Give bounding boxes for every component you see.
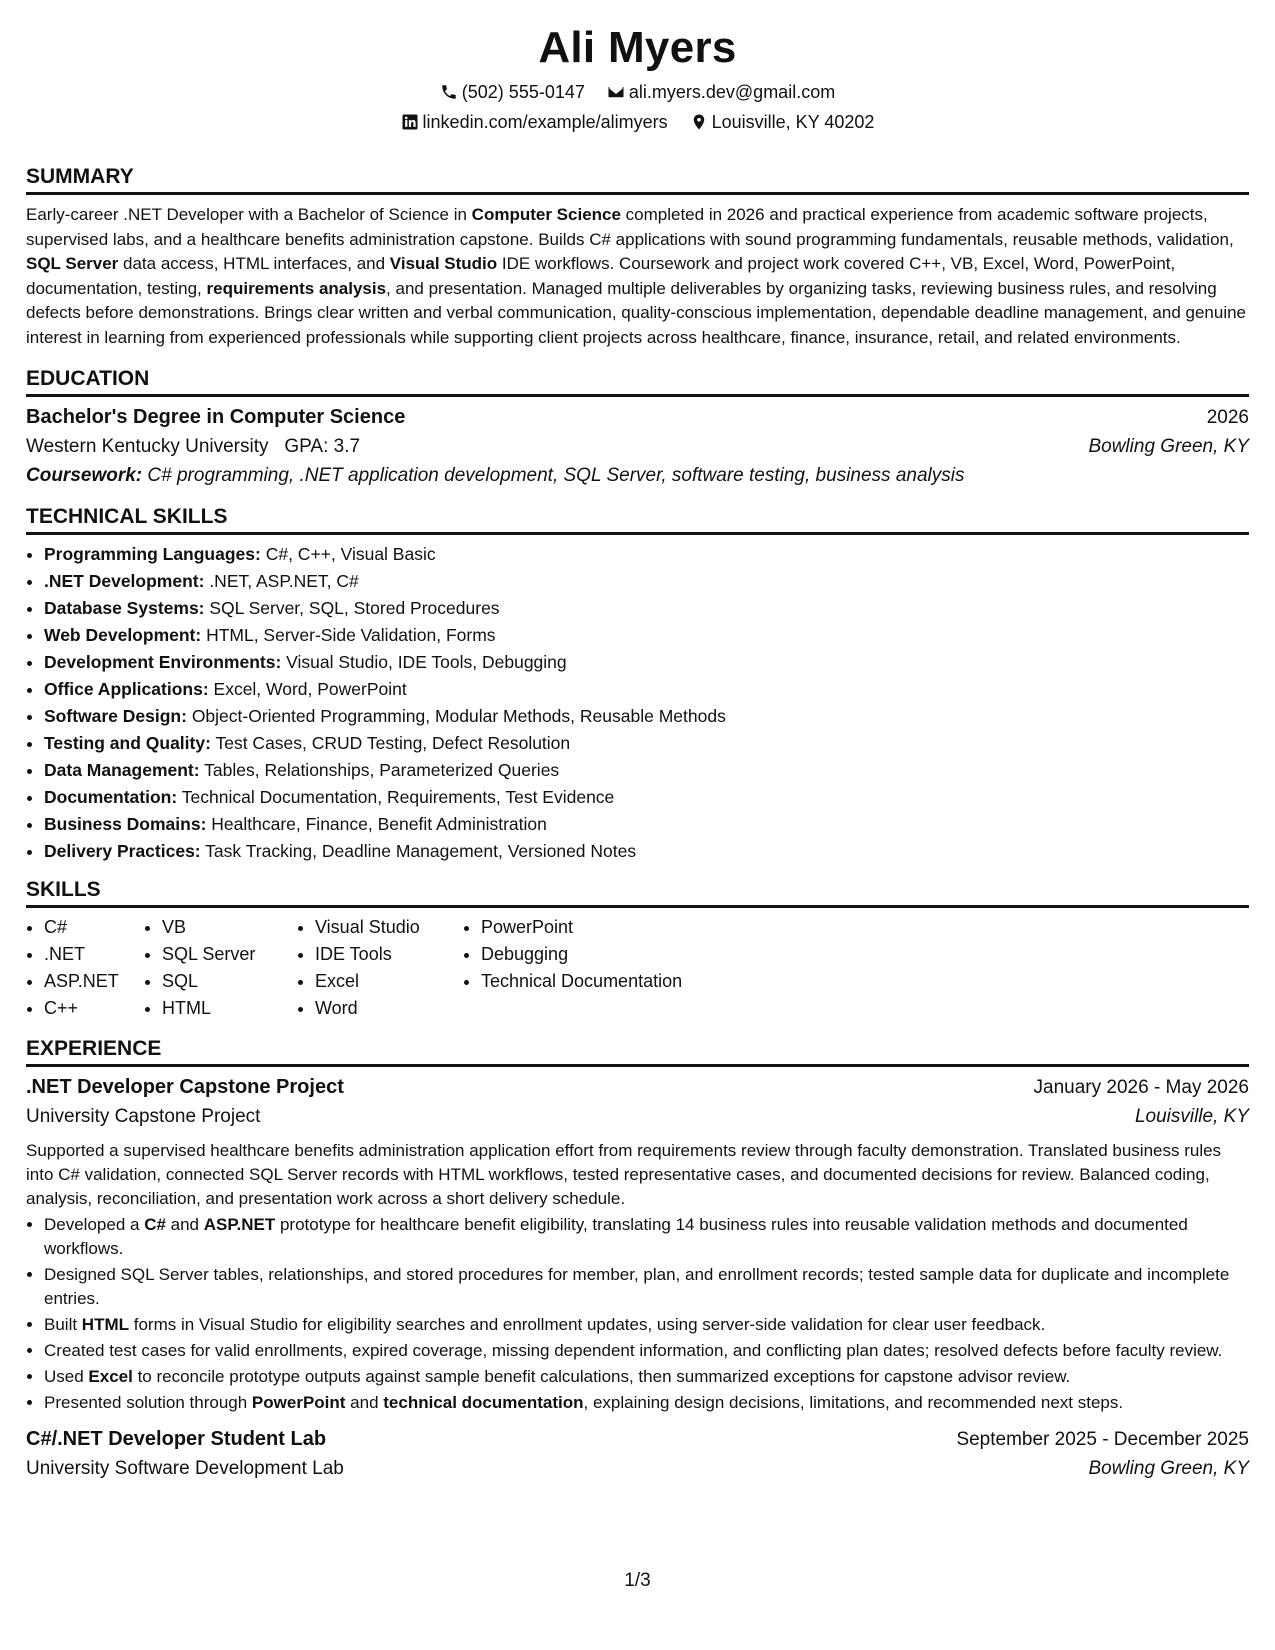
experience-section xyxy=(26,1036,1249,1483)
technical-skill-label: .NET Development: xyxy=(44,571,205,591)
job-bullet xyxy=(44,1339,1249,1363)
technical-skill-value: .NET, ASP.NET, C# xyxy=(204,571,359,591)
job-1-description: Supported a supervised healthcare benefits administration application effort from requirements review through faculty demonstration. Translated business rules into C# validation, connected SQL Server records with HTML workflows, tested representative cases, and documented decisions for review. Balanced coding, analysis, reconciliation, and presentation work across a short delivery schedule. xyxy=(26,1141,1222,1208)
technical-skill-item xyxy=(44,838,1249,865)
skills-column xyxy=(463,914,741,1022)
skill-item: • Excel xyxy=(315,968,463,995)
technical-skill-label: Software Design: xyxy=(44,706,187,726)
job-1-role: .NET Developer Capstone Project xyxy=(26,1076,344,1098)
section-title-skills: SKILLS xyxy=(26,877,1249,908)
technical-skill-label: Delivery Practices: xyxy=(44,841,201,861)
technical-skill-label: Web Development: xyxy=(44,625,202,645)
candidate-name: Ali Myers xyxy=(538,23,737,72)
summary-text-run: Visual Studio xyxy=(389,254,498,273)
job-2-org: University Software Development Lab xyxy=(26,1458,344,1479)
technical-skill-item xyxy=(44,757,1249,784)
coursework-list: C# programming, .NET application development, SQL Server, software testing, business analysis xyxy=(142,465,965,486)
technical-skill-value: C#, C++, Visual Basic xyxy=(260,544,436,564)
job-bullet-text-run: Developed a xyxy=(44,1215,145,1234)
page-number: 1/3 xyxy=(624,1570,651,1591)
job-1-dates: January 2026 - May 2026 xyxy=(1033,1077,1249,1098)
skill-item: • HTML xyxy=(162,995,297,1022)
job-2-role: C#/.NET Developer Student Lab xyxy=(26,1428,327,1450)
job-bullet xyxy=(44,1391,1249,1415)
contact-location xyxy=(690,110,875,134)
degree-title: Bachelor's Degree in Computer Science xyxy=(26,406,406,428)
job-bullet-text-run: Presented solution through xyxy=(44,1393,252,1412)
technical-skill-label: Development Environments: xyxy=(44,652,282,672)
technical-skill-value: Healthcare, Finance, Benefit Administration xyxy=(206,814,547,834)
summary-section xyxy=(26,164,1249,350)
skills-section xyxy=(26,877,1249,1022)
job-2-location: Bowling Green, KY xyxy=(1088,1458,1249,1479)
job-bullet-text-run: forms in Visual Studio for eligibility searches and enrollment updates, using server-side validation for clear user feedback. xyxy=(129,1315,1046,1334)
summary-text-run: requirements analysis xyxy=(206,278,387,298)
skills-column xyxy=(26,914,144,1022)
job-1-header xyxy=(26,1073,1249,1102)
technical-skill-label: Database Systems: xyxy=(44,598,205,618)
technical-skill-item xyxy=(44,676,1249,703)
job-bullet-text-run: Designed SQL Server tables, relationships, and stored procedures for member, plan, and enrollment records; tested sample data for duplicate and incomplete entries. xyxy=(44,1265,1230,1308)
coursework xyxy=(26,461,964,490)
technical-skill-item xyxy=(44,784,1249,811)
summary-text xyxy=(26,203,1249,350)
job-bullet xyxy=(44,1365,1249,1389)
skill-item: • Technical Documentation xyxy=(481,968,741,995)
job-1-bullets xyxy=(26,1213,1249,1415)
phone-icon xyxy=(440,83,458,101)
envelope-icon xyxy=(607,83,625,101)
job-bullet-text-run: and xyxy=(165,1215,204,1234)
summary-text-run: Early-career .NET Developer with a Bachelor of Science in xyxy=(26,205,472,224)
resume-page xyxy=(26,22,1249,1483)
summary-text-run: IDE workflows. Coursework and project work covered C++, VB, Excel, Word, PowerPoint, documentation, testing, xyxy=(26,254,1176,298)
technical-skill-value: SQL Server, SQL, Stored Procedures xyxy=(204,598,500,618)
job-bullet xyxy=(44,1213,1249,1261)
contact-email xyxy=(607,80,835,104)
skill-item: • C# xyxy=(44,914,144,941)
skills-column xyxy=(144,914,297,1022)
coursework-row xyxy=(26,461,1249,490)
technical-skill-value: Visual Studio, IDE Tools, Debugging xyxy=(281,652,567,672)
school-info xyxy=(26,432,360,461)
job-1-location: Louisville, KY xyxy=(1134,1106,1249,1127)
job-bullet-text-run: Used xyxy=(44,1367,89,1386)
section-title-experience: EXPERIENCE xyxy=(26,1036,1249,1067)
job-bullet-text-run: and xyxy=(345,1393,384,1412)
skills-column xyxy=(297,914,463,1022)
skill-item: • Word xyxy=(315,995,463,1022)
coursework-label: Coursework: xyxy=(26,465,143,486)
summary-text-run: Computer Science xyxy=(471,205,621,224)
contact-line-1 xyxy=(26,80,1249,104)
location-text: Louisville, KY 40202 xyxy=(711,112,875,132)
contact-linkedin xyxy=(401,110,668,134)
technical-skill-value: HTML, Server-Side Validation, Forms xyxy=(201,625,496,645)
technical-skill-label: Data Management: xyxy=(44,760,200,780)
technical-skill-label: Office Applications: xyxy=(44,679,209,699)
education-section xyxy=(26,366,1249,490)
job-bullet-text-run: HTML xyxy=(81,1315,130,1334)
skill-item: • Visual Studio xyxy=(315,914,463,941)
job-bullet-text-run: Created test cases for valid enrollments, expired coverage, missing dependent information, and conflicting plan dates; resolved defects before faculty review. xyxy=(44,1341,1223,1360)
education-row-1 xyxy=(26,403,1249,432)
technical-skill-item xyxy=(44,811,1249,838)
technical-skill-value: Test Cases, CRUD Testing, Defect Resolution xyxy=(210,733,571,753)
summary-text-run: data access, HTML interfaces, and xyxy=(118,254,390,273)
skill-item: • PowerPoint xyxy=(481,914,741,941)
gpa: GPA: 3.7 xyxy=(284,436,361,457)
job-bullet-text-run: Built xyxy=(44,1315,82,1334)
technical-skills-section xyxy=(26,504,1249,865)
phone-text: (502) 555-0147 xyxy=(461,82,585,102)
job-bullet-text-run: , explaining design decisions, limitations, and recommended next steps. xyxy=(583,1393,1124,1412)
skill-item: • SQL Server xyxy=(162,941,297,968)
section-title-education: EDUCATION xyxy=(26,366,1249,397)
technical-skill-label: Documentation: xyxy=(44,787,178,807)
job-1-org: University Capstone Project xyxy=(26,1106,261,1127)
education-row-2 xyxy=(26,432,1249,461)
summary-text-run: completed in 2026 and practical experience from academic software projects, supervised labs, and a healthcare benefits administration capstone. Builds C# applications with sound programming fundamentals, reusable methods, validation, xyxy=(26,205,1234,249)
skill-item: • IDE Tools xyxy=(315,941,463,968)
technical-skill-item xyxy=(44,649,1249,676)
job-1-subheader xyxy=(26,1102,1249,1131)
technical-skill-item xyxy=(44,730,1249,757)
contact-phone xyxy=(440,80,585,104)
technical-skill-value: Tables, Relationships, Parameterized Queries xyxy=(199,760,560,780)
technical-skill-item xyxy=(44,622,1249,649)
technical-skill-item xyxy=(44,703,1249,730)
skill-item: • ASP.NET xyxy=(44,968,144,995)
job-bullet-text-run: PowerPoint xyxy=(251,1393,346,1412)
job-bullet-text-run: Excel xyxy=(88,1367,133,1386)
job-2-subheader xyxy=(26,1454,1249,1483)
job-2-header xyxy=(26,1425,1249,1454)
job-bullet-text-run: ASP.NET xyxy=(203,1215,276,1234)
graduation-year: 2026 xyxy=(1206,407,1249,428)
job-bullet xyxy=(44,1313,1249,1337)
technical-skills-list xyxy=(26,541,1249,865)
job-bullet-text-run: C# xyxy=(144,1215,166,1234)
contact-line-2 xyxy=(26,110,1249,134)
skill-item: • Debugging xyxy=(481,941,741,968)
technical-skill-item xyxy=(44,595,1249,622)
technical-skill-label: Programming Languages: xyxy=(44,544,261,564)
linkedin-link[interactable]: linkedin.com/example/alimyers xyxy=(422,112,668,132)
technical-skill-label: Testing and Quality: xyxy=(44,733,211,753)
job-bullet-text-run: prototype for healthcare benefit eligibility, translating 14 business rules into reusable validation methods and documented workflows. xyxy=(44,1215,1188,1258)
school-name: Western Kentucky University xyxy=(26,436,269,457)
skill-item: • .NET xyxy=(44,941,144,968)
map-pin-icon xyxy=(690,113,708,131)
summary-text-run: SQL Server xyxy=(26,254,119,273)
skill-item: • C++ xyxy=(44,995,144,1022)
section-title-summary: SUMMARY xyxy=(26,164,1249,195)
linkedin-icon xyxy=(401,113,419,131)
technical-skill-value: Excel, Word, PowerPoint xyxy=(208,679,407,699)
email-link[interactable]: ali.myers.dev@gmail.com xyxy=(628,82,836,102)
technical-skill-item xyxy=(44,541,1249,568)
skills-grid xyxy=(26,914,1249,1022)
job-bullet-text-run: technical documentation xyxy=(383,1393,584,1412)
skill-item: • SQL xyxy=(162,968,297,995)
technical-skill-value: Object-Oriented Programming, Modular Methods, Reusable Methods xyxy=(186,706,726,726)
job-bullet xyxy=(44,1263,1249,1311)
job-1 xyxy=(26,1073,1249,1415)
technical-skill-value: Task Tracking, Deadline Management, Versioned Notes xyxy=(200,841,637,861)
summary-text-run: , and presentation. Managed multiple deliverables by organizing tasks, reviewing business rules, and resolving defects before demonstrations. Brings clear written and verbal communication, quality-conscious implementation, dependable deadline management, and genuine interest in learning from experienced professionals while supporting client projects across healthcare, finance, insurance, retail, and related environments. xyxy=(26,278,1246,347)
job-2-dates: September 2025 - December 2025 xyxy=(956,1429,1249,1450)
technical-skill-item xyxy=(44,568,1249,595)
skill-item: • VB xyxy=(162,914,297,941)
technical-skill-value: Technical Documentation, Requirements, Test Evidence xyxy=(177,787,615,807)
section-title-technical-skills: TECHNICAL SKILLS xyxy=(26,504,1249,535)
job-2 xyxy=(26,1425,1249,1483)
school-location: Bowling Green, KY xyxy=(1088,436,1249,457)
technical-skill-label: Business Domains: xyxy=(44,814,207,834)
job-bullet-text-run: to reconcile prototype outputs against sample benefit calculations, then summarized exceptions for capstone advisor review. xyxy=(132,1367,1071,1386)
